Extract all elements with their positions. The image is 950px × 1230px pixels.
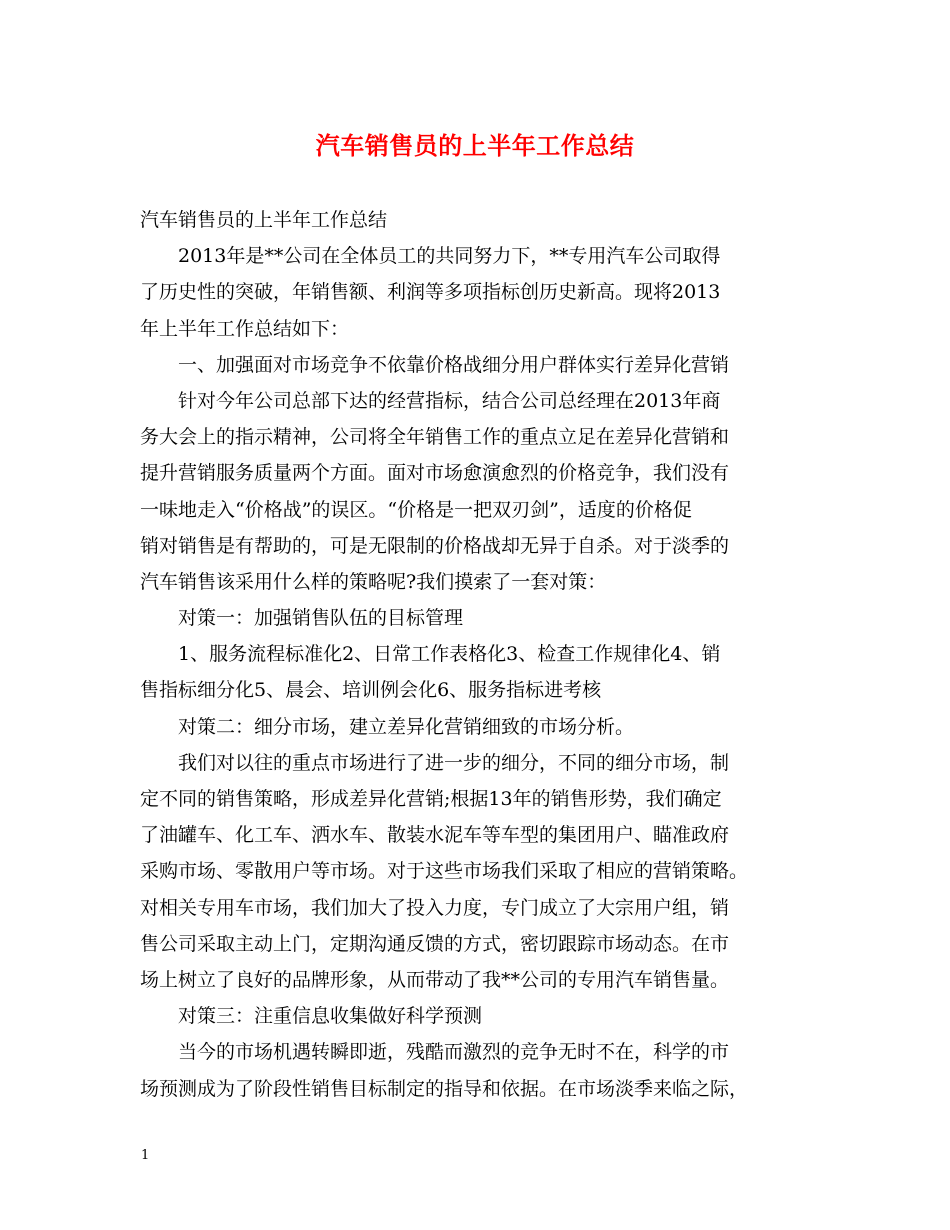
body-line: 对策三：注重信息收集做好科学预测 — [140, 1005, 483, 1028]
body-line: 汽车销售该采用什么样的策略呢?我们摸索了一套对策： — [140, 570, 607, 593]
body-line: 一、加强面对市场竞争不依靠价格战细分用户群体实行差异化营销 — [140, 353, 730, 376]
body-line: 了历史性的突破，年销售额、利润等多项指标创历史新高。现将2013 — [140, 281, 721, 304]
body-line: 对策一：加强销售队伍的目标管理 — [140, 607, 464, 630]
body-line: 定不同的销售策略，形成差异化营销;根据13年的销售形势，我们确定 — [140, 788, 722, 810]
body-line: 一味地走入“价格战”的误区。“价格是一把双刃剑”，适度的价格促 — [140, 498, 692, 521]
body-line: 场上树立了良好的品牌形象，从而带动了我**公司的专用汽车销售量。 — [140, 968, 730, 991]
body-line: 针对今年公司总部下达的经营指标，结合公司总经理在2013年商 — [140, 389, 721, 412]
body-line: 销对销售是有帮助的，可是无限制的价格战却无异于自杀。对于淡季的 — [140, 534, 730, 557]
body-line: 我们对以往的重点市场进行了进一步的细分，不同的细分市场，制 — [140, 751, 730, 774]
body-line: 了油罐车、化工车、洒水车、散装水泥车等车型的集团用户、瞄准政府 — [140, 824, 730, 847]
body-line: 2013年是**公司在全体员工的共同努力下，**专用汽车公司取得 — [140, 245, 721, 268]
body-line: 售公司采取主动上门，定期沟通反馈的方式，密切跟踪市场动态。在市 — [140, 932, 730, 955]
document-body — [140, 202, 820, 1107]
body-line: 场预测成为了阶段性销售目标制定的指导和依据。在市场淡季来临之际， — [140, 1077, 749, 1100]
body-line: 汽车销售员的上半年工作总结 — [140, 209, 388, 231]
body-line: 务大会上的指示精神，公司将全年销售工作的重点立足在差异化营销和 — [140, 426, 730, 449]
body-line: 售指标细分化5、晨会、培训例会化6、服务指标进考核 — [140, 679, 602, 702]
body-line: 当今的市场机遇转瞬即逝，残酷而激烈的竞争无时不在，科学的市 — [140, 1041, 730, 1064]
body-line: 提升营销服务质量两个方面。面对市场愈演愈烈的价格竞争，我们没有 — [140, 462, 730, 485]
document-title: 汽车销售员的上半年工作总结 — [315, 131, 635, 160]
body-line: 年上半年工作总结如下： — [140, 317, 350, 340]
body-line: 采购市场、零散用户等市场。对于这些市场我们采取了相应的营销策略。 — [140, 860, 749, 883]
body-line: 对策二：细分市场，建立差异化营销细致的市场分析。 — [140, 715, 635, 738]
body-line: 对相关专用车市场，我们加大了投入力度，专门成立了大宗用户组，销 — [140, 896, 730, 919]
body-line: 1、服务流程标准化2、日常工作表格化3、检查工作规律化4、销 — [140, 643, 721, 666]
page-number: 1 — [141, 1148, 150, 1163]
